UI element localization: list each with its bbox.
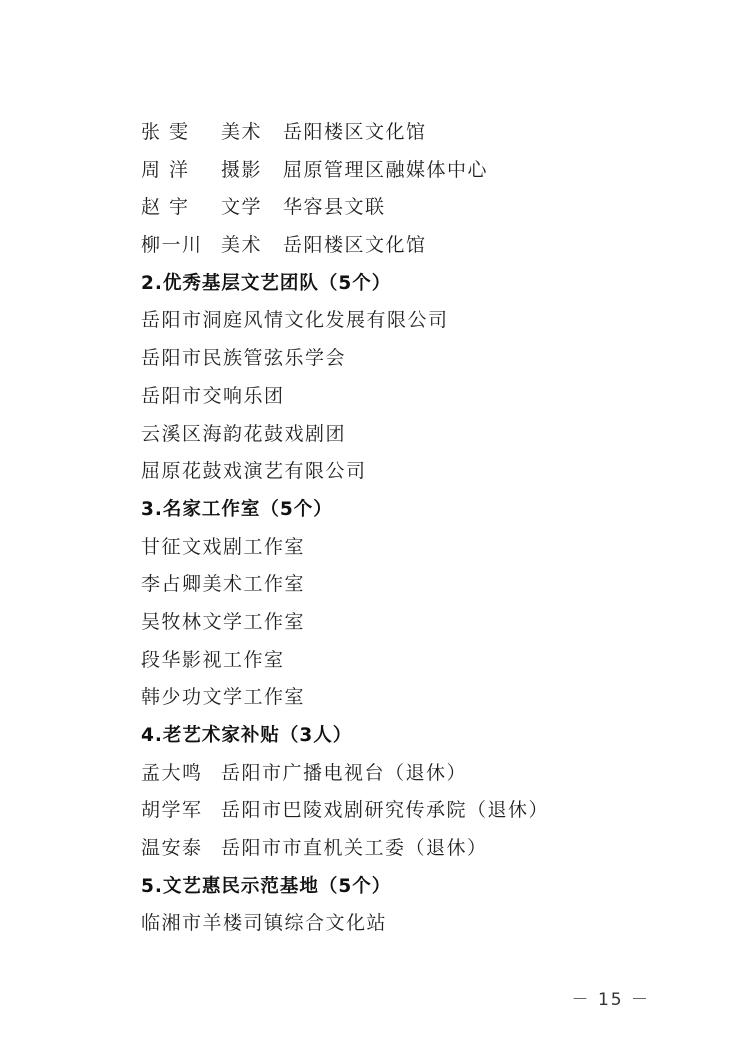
section-heading: 5.文艺惠民示范基地（5个） [141,875,392,897]
list-item: 吴牧林文学工作室 [141,610,306,633]
artist-name: 温安泰 [141,837,203,860]
document-body [141,114,701,943]
list-item: 韩少功文学工作室 [141,686,306,709]
list-item [141,114,701,152]
list-item: 岳阳市交响乐团 [141,384,285,407]
person-org: 岳阳楼区文化馆 [283,121,427,143]
list-item: 临湘市羊楼司镇综合文化站 [141,912,388,935]
artist-name: 孟大鸣 [141,761,203,784]
list-item: 屈原花鼓戏演艺有限公司 [141,460,367,483]
artist-org: 岳阳市市直机关工委（退休） [221,837,488,860]
artist-org: 岳阳市广播电视台（退休） [221,761,468,784]
list-item: 岳阳市民族管弦乐学会 [141,347,347,370]
section-heading: 4.老艺术家补贴（3人） [141,725,353,746]
person-name: 周 洋 [141,158,190,181]
list-item [141,830,701,868]
list-item [141,152,701,190]
artist-org: 岳阳市巴陵戏剧研究传承院（退休） [221,799,550,822]
person-name: 张 雯 [141,121,190,143]
person-name: 柳一川 [141,234,203,257]
person-field: 美术 [221,121,263,143]
person-org: 屈原管理区融媒体中心 [283,158,489,181]
list-item: 段华影视工作室 [141,648,285,671]
person-org: 岳阳楼区文化馆 [283,234,427,257]
list-item: 云溪区海韵花鼓戏剧团 [141,422,347,445]
list-item: 岳阳市洞庭风情文化发展有限公司 [141,309,449,332]
section-heading: 2.优秀基层文艺团队（5个） [141,272,392,294]
person-name: 赵 宇 [141,196,190,219]
list-item: 李占卿美术工作室 [141,573,306,596]
artist-name: 胡学军 [141,799,203,822]
page-number: － 15 － [571,990,650,1010]
person-field: 文学 [221,196,263,219]
list-item [141,189,701,227]
person-field: 摄影 [221,158,263,181]
list-item [141,755,701,793]
section-heading: 3.名家工作室（5个） [141,498,333,520]
list-item [141,227,701,265]
person-field: 美术 [221,234,263,257]
person-org: 华容县文联 [283,196,386,219]
list-item [141,792,701,830]
list-item: 甘征文戏剧工作室 [141,535,306,558]
